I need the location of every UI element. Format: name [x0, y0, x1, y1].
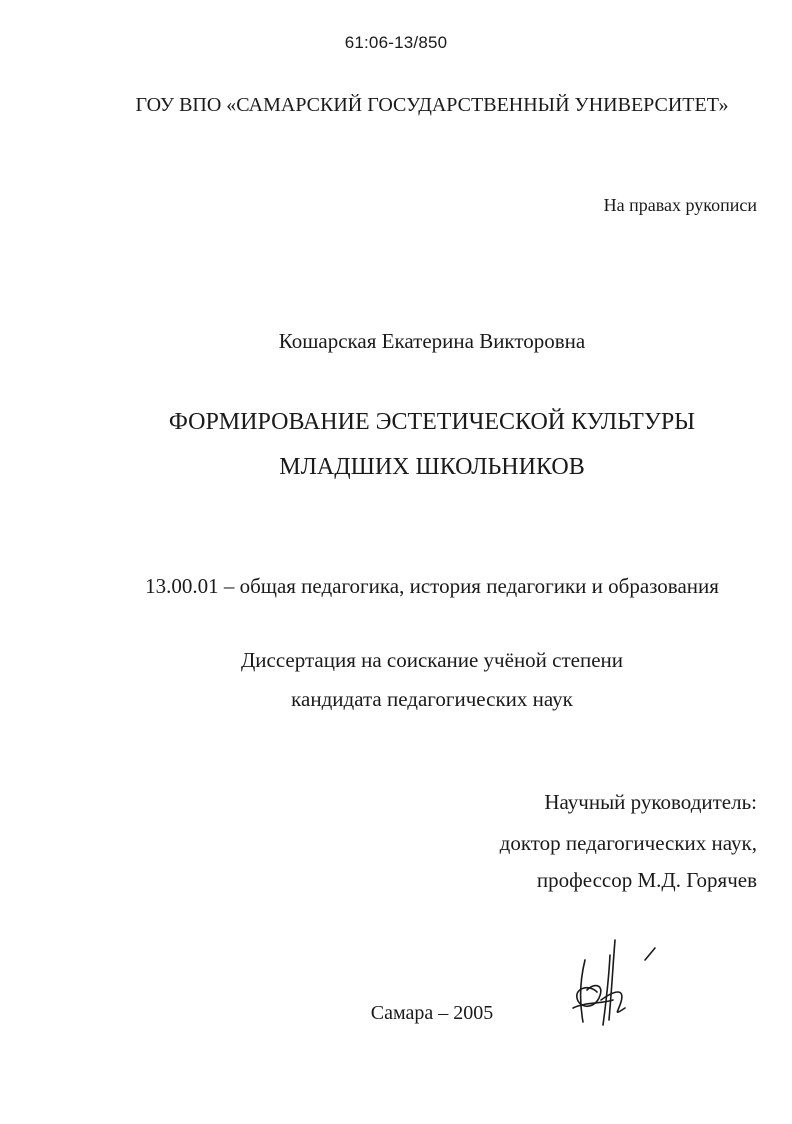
advisor-label: Научный руководитель:: [544, 790, 757, 814]
university-name: ГОУ ВПО «САМАРСКИЙ ГОСУДАРСТВЕННЫЙ УНИВЕРСИТЕТ»: [135, 94, 729, 116]
thesis-title-line-1: ФОРМИРОВАНИЕ ЭСТЕТИЧЕСКОЙ КУЛЬТУРЫ: [168, 409, 696, 435]
manuscript-note: На правах рукописи: [603, 195, 757, 215]
advisor-name: профессор М.Д. Горячев: [536, 868, 757, 892]
signature-stroke: [645, 948, 655, 960]
specialty-code: 13.00.01 – общая педагогика, история педагогики и образования: [145, 574, 719, 598]
advisor-degree: доктор педагогических наук,: [499, 831, 757, 855]
document-code: 61:06-13/850: [344, 33, 448, 52]
degree-statement-line-1: Диссертация на соискание учёной степени: [240, 648, 624, 672]
thesis-title-line-2: МЛАДШИХ ШКОЛЬНИКОВ: [279, 454, 585, 480]
city-and-year: Самара – 2005: [370, 1002, 494, 1024]
author-name: Кошарская Екатерина Викторовна: [278, 329, 586, 353]
degree-statement-line-2: кандидата педагогических наук: [291, 687, 573, 711]
